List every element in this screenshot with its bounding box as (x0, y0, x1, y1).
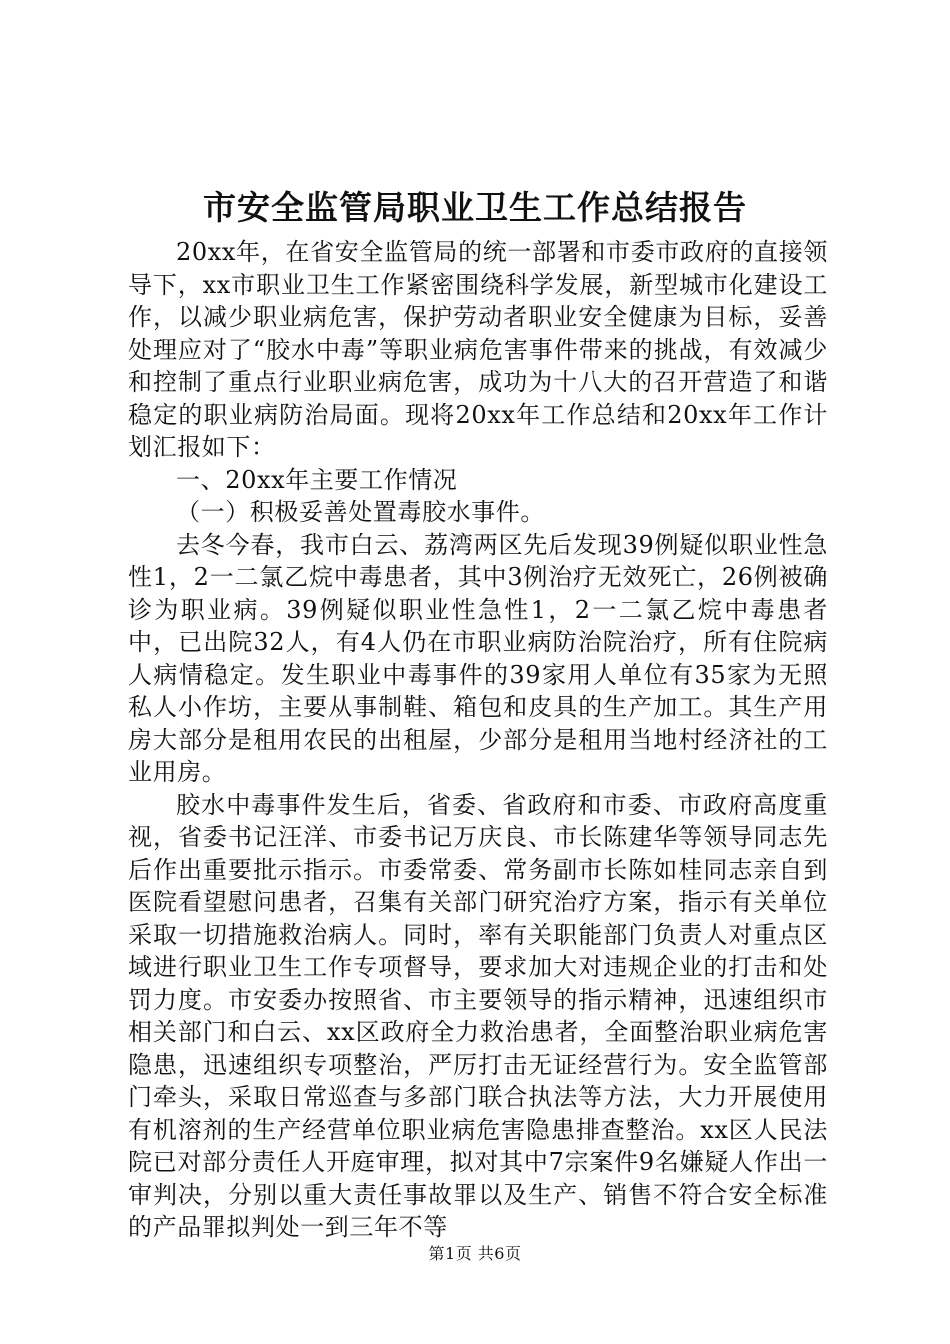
document-title: 市安全监管局职业卫生工作总结报告 (203, 188, 747, 227)
paragraph-incident: 去冬今春，我市白云、荔湾两区先后发现39例疑似职业性急性1，2一二氯乙烷中毒患者，其中3例治疗无效死亡，26例被确诊为职业病。39例疑似职业性急性1，2一二氯乙烷中毒患者中，已出院32人，有4人仍在市职业病防治院治疗，所有住院病人病情稳定。发生职业中毒事件的39家用人单位有35家为无照私人小作坊，主要从事制鞋、箱包和皮具的生产加工。其生产用房大部分是租用农民的出租屋，少部分是租用当地村经济社的工业用房。 (128, 530, 828, 786)
paragraph-intro: 20xx年，在省安全监管局的统一部署和市委市政府的直接领导下，xx市职业卫生工作紧密围绕科学发展，新型城市化建设工作，以减少职业病危害，保护劳动者职业安全健康为目标，妥善处理应对了“胶水中毒”等职业病危害事件带来的挑战，有效减少和控制了重点行业职业病危害，成功为十八大的召开营造了和谐稳定的职业病防治局面。现将20xx年工作总结和20xx年工作计划汇报如下： (128, 238, 828, 461)
paragraph-response: 胶水中毒事件发生后，省委、省政府和市委、市政府高度重视，省委书记汪洋、市委书记万庆良、市长陈建华等领导同志先后作出重要批示指示。市委常委、常务副市长陈如桂同志亲自到医院看望慰问患者，召集有关部门研究治疗方案，指示有关单位采取一切措施救治病人。同时，率有关职能部门负责人对重点区域进行职业卫生工作专项督导，要求加大对违规企业的打击和处罚力度。市安委办按照省、市主要领导的指示精神，迅速组织市相关部门和白云、xx区政府全力救治患者，全面整治职业病危害隐患，迅速组织专项整治，严厉打击无证经营行为。安全监管部门牵头，采取日常巡查与多部门联合执法等方法，大力开展使用有机溶剂的生产经营单位职业病危害隐患排查整治。xx区人民法院已对部分责任人开庭审理，拟对其中7宗案件9名嫌疑人作出一审判决，分别以重大责任事故罪以及生产、销售不符合安全标准的产品罪拟判处一到三年不等 (128, 790, 828, 1241)
page-footer: 第1页 共6页 (428, 1244, 522, 1263)
section-heading: 一、20xx年主要工作情况 (176, 465, 458, 494)
subsection-heading: （一）积极妥善处置毒胶水事件。 (176, 498, 545, 526)
document-body (128, 236, 828, 1244)
